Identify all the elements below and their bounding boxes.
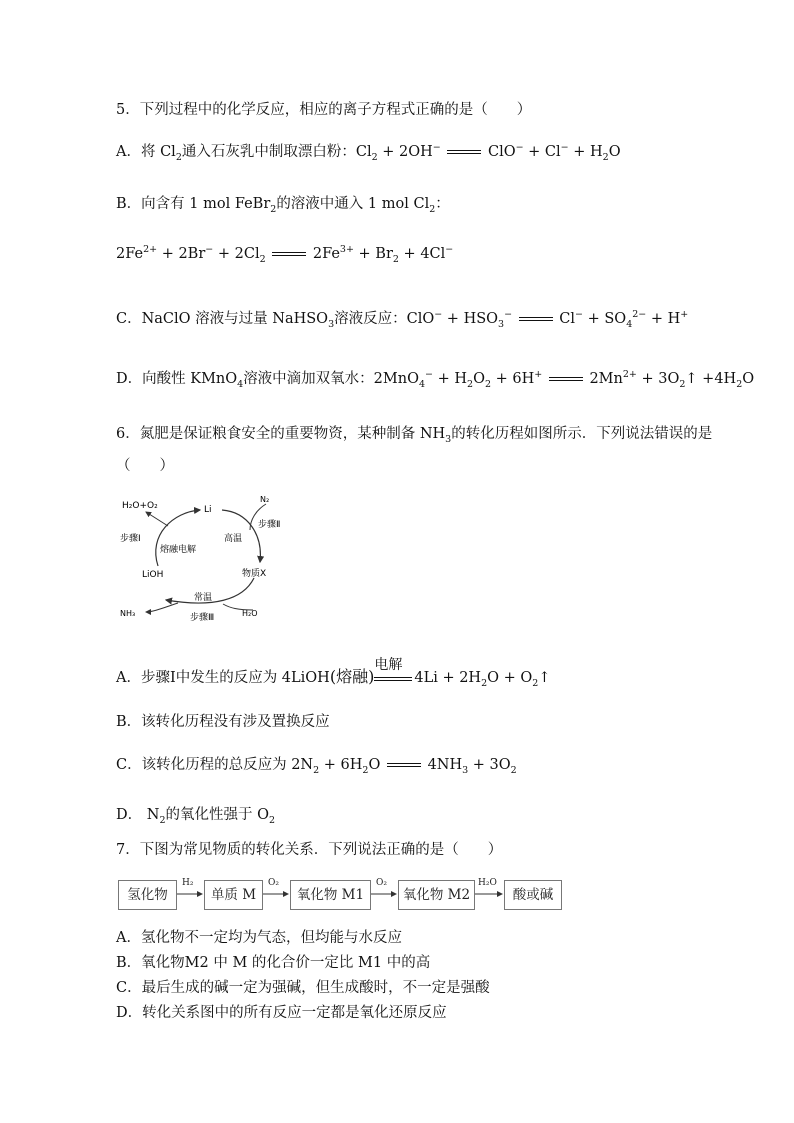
q5-option-c[interactable]: C．NaClO 溶液与过量 NaHSO$_3$溶液反应：$ClO^- + HSO_3^-$ $Cl^- + SO_4^{2-} + H^+$ (116, 309, 689, 330)
q6-paren: （ ） (116, 458, 174, 474)
arrow-step1 (156, 510, 200, 566)
label-lioh: LiOH (142, 570, 164, 580)
chain-box-oxide1: 氧化物 M1 (290, 880, 371, 910)
label-h2o: H₂O (242, 609, 258, 618)
cycle-svg (118, 490, 293, 625)
label-melt: 熔融电解 (160, 545, 197, 555)
label-step3: 步骤Ⅲ (190, 613, 215, 623)
electrolysis-arrow: 电解 (374, 669, 414, 687)
q6-option-b[interactable]: B．该转化历程没有涉及置换反应 (116, 714, 330, 730)
q6-option-d[interactable]: D． $N_2$的氧化性强于 $O_2$ (116, 807, 276, 826)
q6-stem: 6．氮肥是保证粮食安全的重要物资，某种制备 $NH_3$的转化历程如图所示．下列说法错误的是 (116, 426, 713, 445)
chain-box-hydride: 氢化物 (118, 880, 177, 910)
chain-label-o2-2: O₂ (376, 878, 387, 888)
chain-box-oxide2: 氧化物 M2 (398, 880, 475, 910)
q7-stem: 7．下图为常见物质的转化关系．下列说法正确的是（ ） (116, 842, 503, 858)
label-nh3: NH₃ (120, 609, 136, 618)
label-x: 物质X (242, 569, 267, 579)
label-hightemp: 高温 (224, 534, 243, 544)
equals-arrow-icon (549, 377, 583, 381)
q7-option-a[interactable]: A．氢化物不一定均为气态，但均能与水反应 (116, 930, 402, 946)
chain-label-h2o: H₂O (478, 878, 497, 888)
label-step1: 步骤Ⅰ (120, 534, 141, 544)
label-n2: N₂ (260, 495, 270, 504)
label-normal: 常温 (194, 593, 213, 603)
q5-stem: 5．下列过程中的化学反应，相应的离子方程式正确的是（ ） (116, 102, 532, 118)
equals-arrow-icon (519, 317, 553, 321)
equals-arrow-icon (387, 763, 421, 767)
equals-arrow-icon (447, 150, 481, 154)
equals-arrow-icon (272, 252, 306, 256)
label-step2: 步骤Ⅱ (258, 520, 281, 530)
q5-option-d[interactable]: D．向酸性 KMnO$_4$溶液中滴加双氧水：$2MnO_4^- + H_2O_2 + 6H^+$ $2Mn^{2+}$ + $3O_2↑ +4H_2O$ (116, 369, 755, 390)
chain-box-element: 单质 M (204, 880, 263, 910)
q7-option-d[interactable]: D．转化关系图中的所有反应一定都是氧化还原反应 (116, 1005, 447, 1021)
chain-label-h2: H₂ (182, 878, 194, 888)
q7-option-b[interactable]: B．氧化物M2 中 M 的化合价一定比 M1 中的高 (116, 955, 431, 971)
q7-conversion-chain (118, 878, 563, 912)
nh3-cycle-diagram (118, 490, 293, 625)
chain-box-acid-base: 酸或碱 (504, 880, 562, 910)
q5-option-a[interactable]: A．将 $Cl_2$通入石灰乳中制取漂白粉：$Cl_2 + 2OH^-$ $ClO^- + Cl^- + H_2O$ (116, 142, 621, 163)
q5-option-b-equation: $2Fe^{2+} + 2Br^- + 2Cl_2$ $2Fe^{3+} + Br_2 + 4Cl^-$ (116, 244, 454, 265)
arrow-h2o-o2-out (146, 512, 168, 526)
q5-option-b[interactable]: B．向含有 1 mol FeBr$_2$的溶液中通入 1 mol $Cl_2$： (116, 196, 450, 215)
label-li: Li (204, 505, 212, 515)
q7-option-c[interactable]: C．最后生成的碱一定为强碱，但生成酸时，不一定是强酸 (116, 980, 490, 996)
q6-option-a[interactable]: A．步骤Ⅰ中发生的反应为 4LiOH(熔融) 电解 $4Li + 2H_2O$ + $O_2↑$ (116, 657, 551, 689)
q6-option-c[interactable]: C．该转化历程的总反应为 $2N_2 + 6H_2O$ $4NH_3 + 3O_2$ (116, 757, 517, 776)
label-h2o-o2: H₂O+O₂ (122, 501, 158, 511)
arrow-nh3-out (146, 603, 178, 612)
chain-label-o2-1: O₂ (268, 878, 279, 888)
